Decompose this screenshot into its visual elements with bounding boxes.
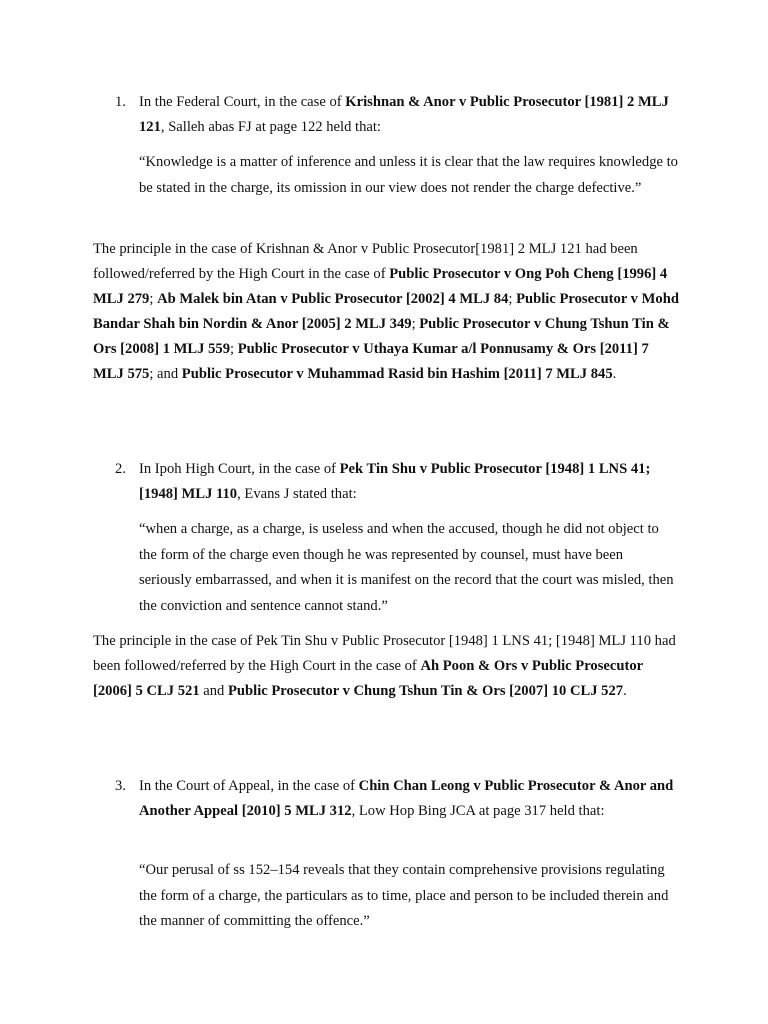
section-3-quote: “Our perusal of ss 152–154 reveals that they contain comprehensive provisions regulating the form of a charge, the particulars as to time, place and person to be included therein and the manner of committing the offence.”	[139, 862, 669, 929]
case-citation: Ab Malek bin Atan v Public Prosecutor [2002] 4 MLJ 84	[157, 291, 509, 307]
case-citation: Ah Poon & Ors v Public Prosecutor [2006] 5 CLJ 521	[93, 658, 643, 699]
case-citation: Public Prosecutor v Mohd Bandar Shah bin Nordin & Anor [2005] 2 MLJ 349	[93, 291, 679, 332]
text-run: In the Federal Court, in the case of	[139, 94, 346, 110]
section-2-intro	[115, 457, 679, 507]
case-citation: Krishnan & Anor v Public Prosecutor [1981] 2 MLJ 121	[139, 94, 669, 135]
case-citation: Public Prosecutor v Ong Poh Cheng [1996] 4 MLJ 279	[93, 266, 668, 307]
text-run: , Low Hop Bing JCA at page 317 held that:	[351, 803, 605, 819]
text-run: .	[612, 366, 617, 382]
text-run: ;	[411, 316, 420, 332]
section-number: 2.	[115, 461, 126, 477]
text-run: , Salleh abas FJ at page 122 held that:	[160, 119, 381, 135]
section-3-intro	[115, 774, 679, 824]
case-citation: Public Prosecutor v Chung Tshun Tin & Ors [2007] 10 CLJ 527	[228, 683, 624, 699]
text-run: The principle in the case of Krishnan & Anor v Public Prosecutor[1981] 2 MLJ 121 had been followed/referred by the High Court in the case of	[93, 241, 638, 282]
intro-text	[139, 778, 673, 819]
section-1-quote: “Knowledge is a matter of inference and unless it is clear that the law requires knowledge to be stated in the charge, its omission in our view does not render the charge defective.”	[139, 154, 678, 196]
intro-text	[139, 461, 650, 502]
text-run: ;	[230, 341, 238, 357]
section-2-quote: “when a charge, as a charge, is useless and when the accused, though he did not object to the form of the charge even though he was represented by counsel, must have been seriously embarrassed, and when it is manifest on the record that the court was misled, then the conviction and sentence cannot stand.”	[139, 521, 674, 614]
text-run: ; and	[149, 366, 182, 382]
case-citation: Chin Chan Leong v Public Prosecutor & Anor and Another Appeal [2010] 5 MLJ 312	[139, 778, 674, 819]
case-citation: Public Prosecutor v Chung Tshun Tin & Ors [2008] 1 MLJ 559	[93, 316, 670, 357]
text-run: and	[199, 683, 228, 699]
text-run: ;	[149, 291, 158, 307]
text-run: The principle in the case of Pek Tin Shu v Public Prosecutor [1948] 1 LNS 41; [1948] MLJ 110 had been followed/referred by the High Court in the case of	[93, 633, 676, 674]
intro-text	[139, 94, 669, 135]
text-run: .	[623, 683, 627, 699]
section-number: 1.	[115, 94, 126, 110]
text-run: , Evans J stated that:	[237, 486, 357, 502]
section-number: 3.	[115, 778, 126, 794]
section-1-principle	[93, 237, 683, 387]
case-citation: Public Prosecutor v Muhammad Rasid bin Hashim [2011] 7 MLJ 845	[181, 366, 613, 382]
section-1-intro	[115, 90, 679, 140]
case-citation: Pek Tin Shu v Public Prosecutor [1948] 1 LNS 41; [1948] MLJ 110	[139, 461, 651, 502]
case-citation: Public Prosecutor v Uthaya Kumar a/l Ponnusamy & Ors [2011] 7 MLJ 575	[93, 341, 649, 382]
section-2-principle	[93, 629, 683, 704]
text-run: In the Court of Appeal, in the case of	[139, 778, 359, 794]
text-run: ;	[508, 291, 517, 307]
text-run: In Ipoh High Court, in the case of	[139, 461, 340, 477]
